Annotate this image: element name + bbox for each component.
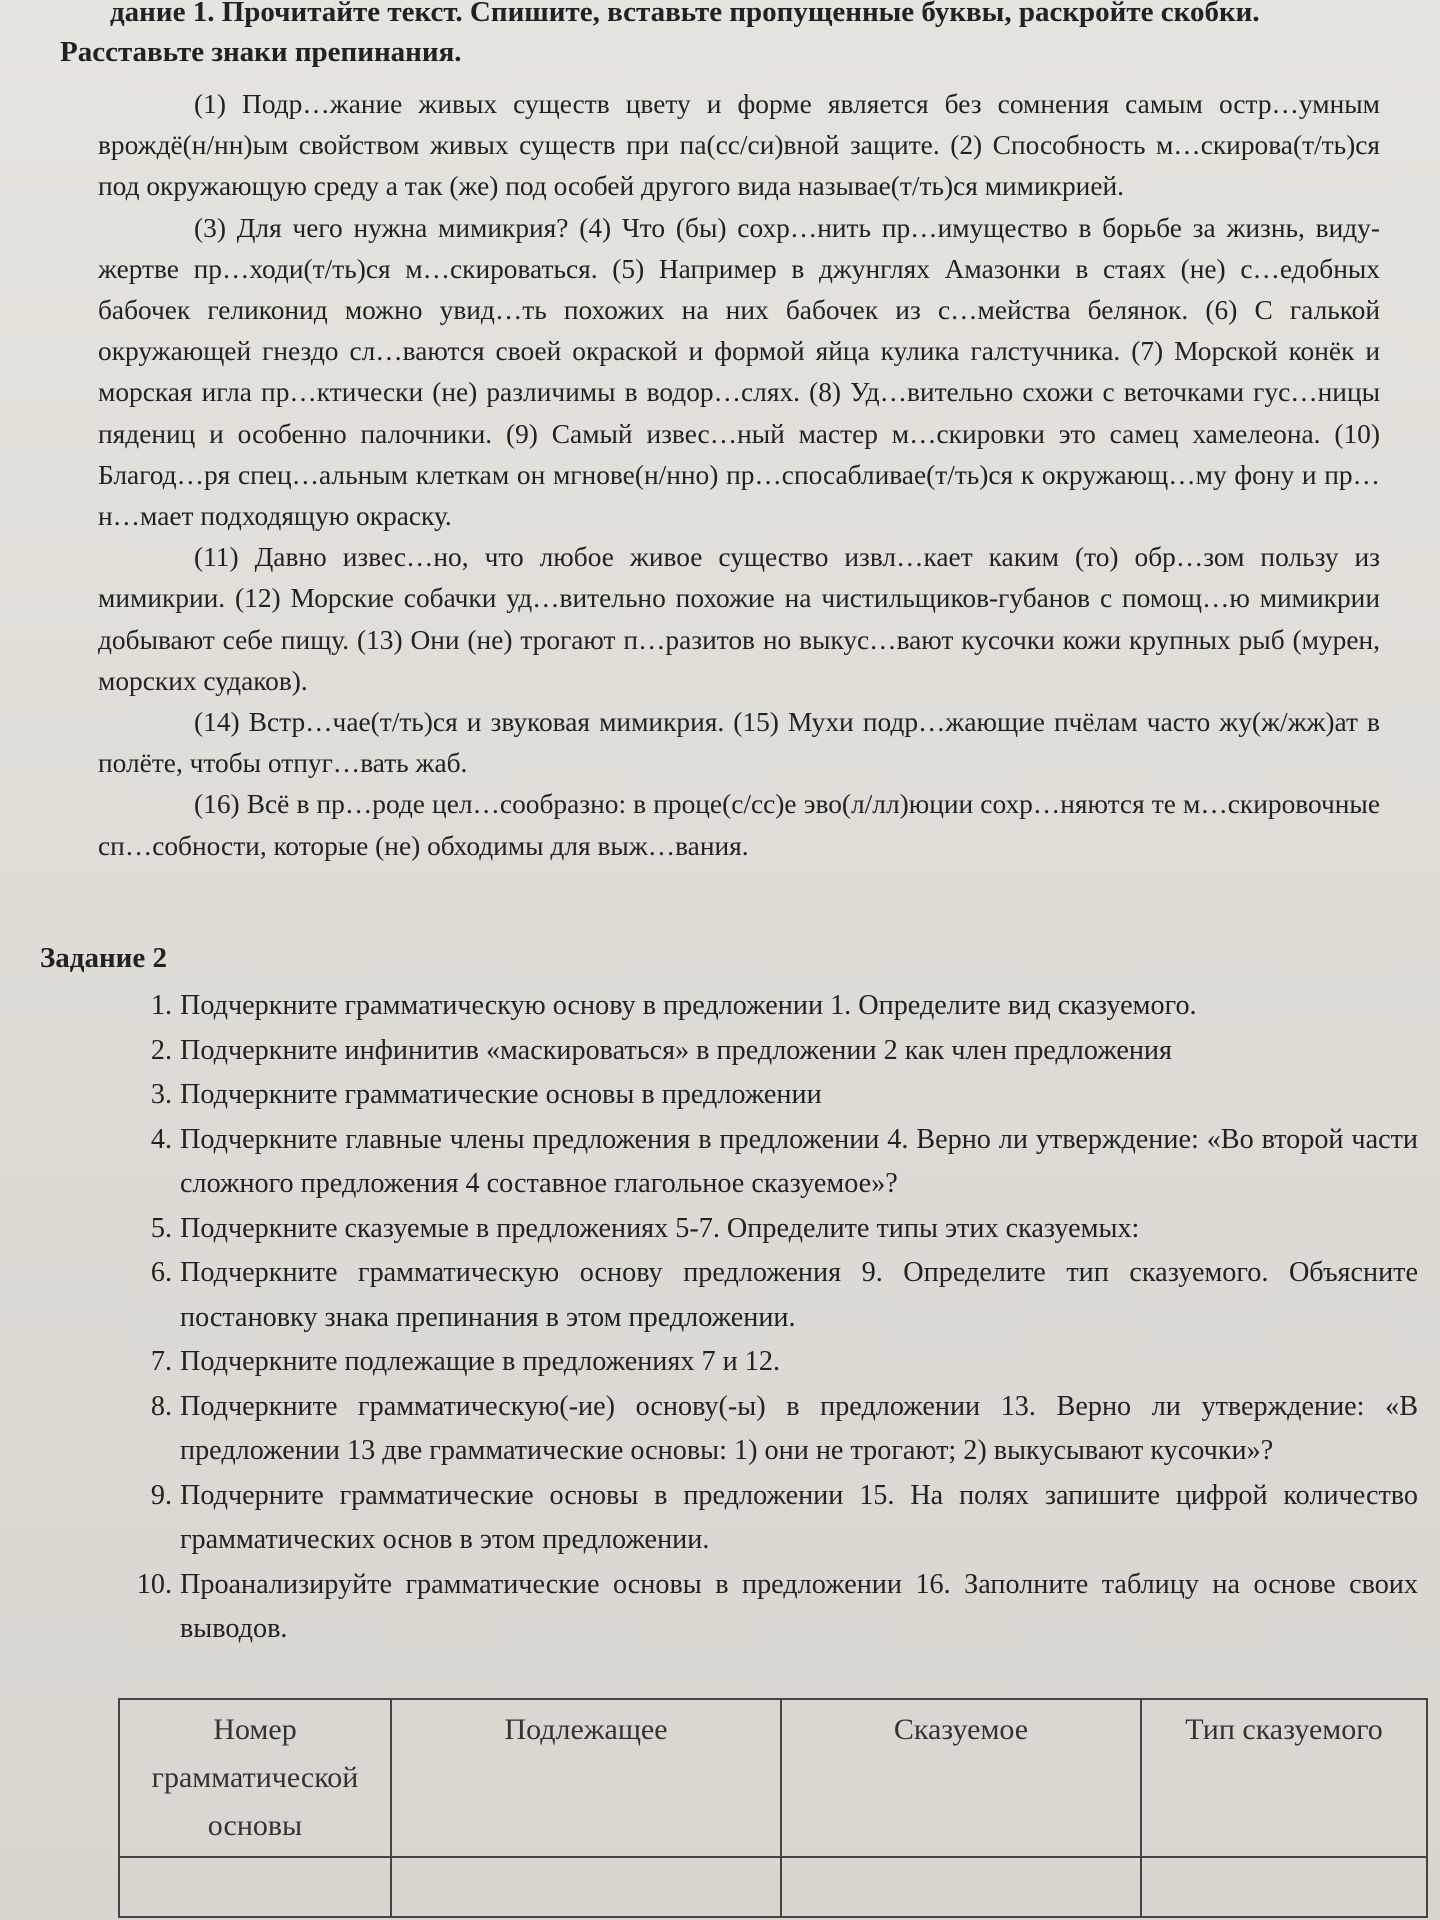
- task-text: Подчеркните подлежащие в предложениях 7 и 12.: [180, 1346, 780, 1377]
- task-number: 1.: [150, 990, 172, 1021]
- task-number: 3.: [150, 1079, 172, 1110]
- task-item: [130, 1118, 1418, 1207]
- task-item: [130, 1474, 1418, 1563]
- task-item: [130, 1073, 1418, 1118]
- task2-heading: Задание 2: [40, 942, 168, 974]
- column-header-subject: Подлежащее: [391, 1699, 781, 1857]
- source-text: [98, 84, 1380, 867]
- task-number: 7.: [150, 1346, 172, 1377]
- table-cell[interactable]: [119, 1857, 391, 1917]
- task-text: Подчеркните грамматическую основу в предложении 1. Определите вид сказуемого.: [180, 990, 1197, 1021]
- task-text: Подчеркните грамматическую основу предложения 9. Определите тип сказуемого. Объясните постановку знака препинания в этом предложении.: [180, 1257, 1418, 1333]
- column-header-predicate-type: Тип сказуемого: [1141, 1699, 1427, 1857]
- task-item: [130, 1029, 1418, 1074]
- task-number: 4.: [150, 1123, 172, 1155]
- task-text: Подчеркните грамматическую(-ие) основу(-ы) в предложении 13. Верно ли утверждение: «В предложении 13 две грамматические основы: 1) они не трогают; 2) выкусывают кусочки»?: [180, 1390, 1418, 1466]
- task-number: 10.: [136, 1568, 172, 1600]
- task1-instructions: [60, 0, 1350, 72]
- table-cell[interactable]: [391, 1857, 781, 1917]
- task-number: 8.: [150, 1390, 172, 1422]
- text-paragraph: (16) Всё в пр…роде цел…сообразно: в проце(с/сс)е эво(л/лл)юции сохр…няются те м…скировочные сп…собности, которые (не) обходимы для выж…вания.: [98, 789, 1380, 861]
- text-paragraph: (11) Давно извес…но, что любое живое существо извл…кает каким (то) обр…зом пользу из мимикрии. (12) Морские собачки уд…вительно похожие на чистильщиков-губанов с помощ…ю мимикрии добывают себе пищу. (13) Они (не) трогают п…разитов но выкус…вают кусочки кожи крупных рыб (мурен, морских судаков).: [98, 542, 1380, 696]
- task-item: [130, 1385, 1418, 1474]
- task-text: Подчерните грамматические основы в предложении 15. На полях запишите цифрой количество грамматических основ в этом предложении.: [180, 1479, 1418, 1555]
- column-header-predicate: Сказуемое: [781, 1699, 1141, 1857]
- table-cell[interactable]: [1141, 1857, 1427, 1917]
- task1-title-line1: дание 1. Прочитайте текст. Спишите, вставьте пропущенные буквы, раскройте скобки.: [110, 0, 1260, 28]
- task-item: [130, 984, 1418, 1029]
- table-header-row: [119, 1699, 1427, 1857]
- table-row: [119, 1857, 1427, 1917]
- task-text: Подчеркните инфинитив «маскироваться» в предложении 2 как член предложения: [180, 1034, 1172, 1066]
- task-text: Подчеркните главные члены предложения в предложении 4. Верно ли утверждение: «Во второй части сложного предложения 4 составное глагольное сказуемое»?: [180, 1123, 1418, 1199]
- task-number: 2.: [150, 1034, 172, 1066]
- task-text: Подчеркните грамматические основы в предложении: [180, 1079, 822, 1110]
- column-header-basis-number: Номер грамматической основы: [119, 1699, 391, 1857]
- task-number: 5.: [150, 1212, 172, 1244]
- task-item: [130, 1563, 1418, 1652]
- task-text: Проанализируйте грамматические основы в предложении 16. Заполните таблицу на основе своих выводов.: [180, 1568, 1418, 1644]
- text-paragraph: (3) Для чего нужна мимикрия? (4) Что (бы) сохр…нить пр…имущество в борьбе за жизнь, виду-жертве пр…ходи(т/ть)ся м…скироваться. (5) Например в джунглях Амазонки в стаях (не) с…едобных бабочек геликонид можно увид…ть похожих на них бабочек из с…мейства белянок. (6) С галькой окружающей гнездо сл…ваются своей окраской и формой яйца кулика галстучника. (7) Морской конёк и морская игла пр…ктически (не) различимы в водор…слях. (8) Уд…вительно схожи с веточками гус…ницы пядениц и особенно палочники. (9) Самый извес…ный мастер м…скировки это самец хамелеона. (10) Благод…ря спец…альным клеткам он мгнове(н/нно) пр…спосабливае(т/ть)ся к окружающ…му фону и пр…н…мает подходящую окраску.: [98, 212, 1380, 532]
- task-item: [130, 1251, 1418, 1340]
- task-text: Подчеркните сказуемые в предложениях 5-7. Определите типы этих сказуемых:: [180, 1212, 1140, 1244]
- task-number: 9.: [150, 1479, 172, 1511]
- answer-table: [118, 1698, 1428, 1918]
- task-item: [130, 1207, 1418, 1252]
- table-cell[interactable]: [781, 1857, 1141, 1917]
- text-paragraph: (14) Встр…чае(т/ть)ся и звуковая мимикрия. (15) Мухи подр…жающие пчёлам часто жу(ж/жж)ат в полёте, чтобы отпуг…вать жаб.: [98, 707, 1380, 779]
- task1-title-line2: Расставьте знаки препинания.: [60, 36, 462, 68]
- task2-list: [130, 984, 1418, 1652]
- task-number: 6.: [150, 1257, 172, 1288]
- task-item: [130, 1340, 1418, 1385]
- text-paragraph: (1) Подр…жание живых существ цвету и форме является без сомнения самым остр…умным врождё(н/нн)ым свойством живых существ при па(сс/си)вной защите. (2) Способность м…скирова(т/ть)ся под окружающую среду а так (же) под особей другого вида называе(т/ть)ся мимикрией.: [98, 89, 1380, 202]
